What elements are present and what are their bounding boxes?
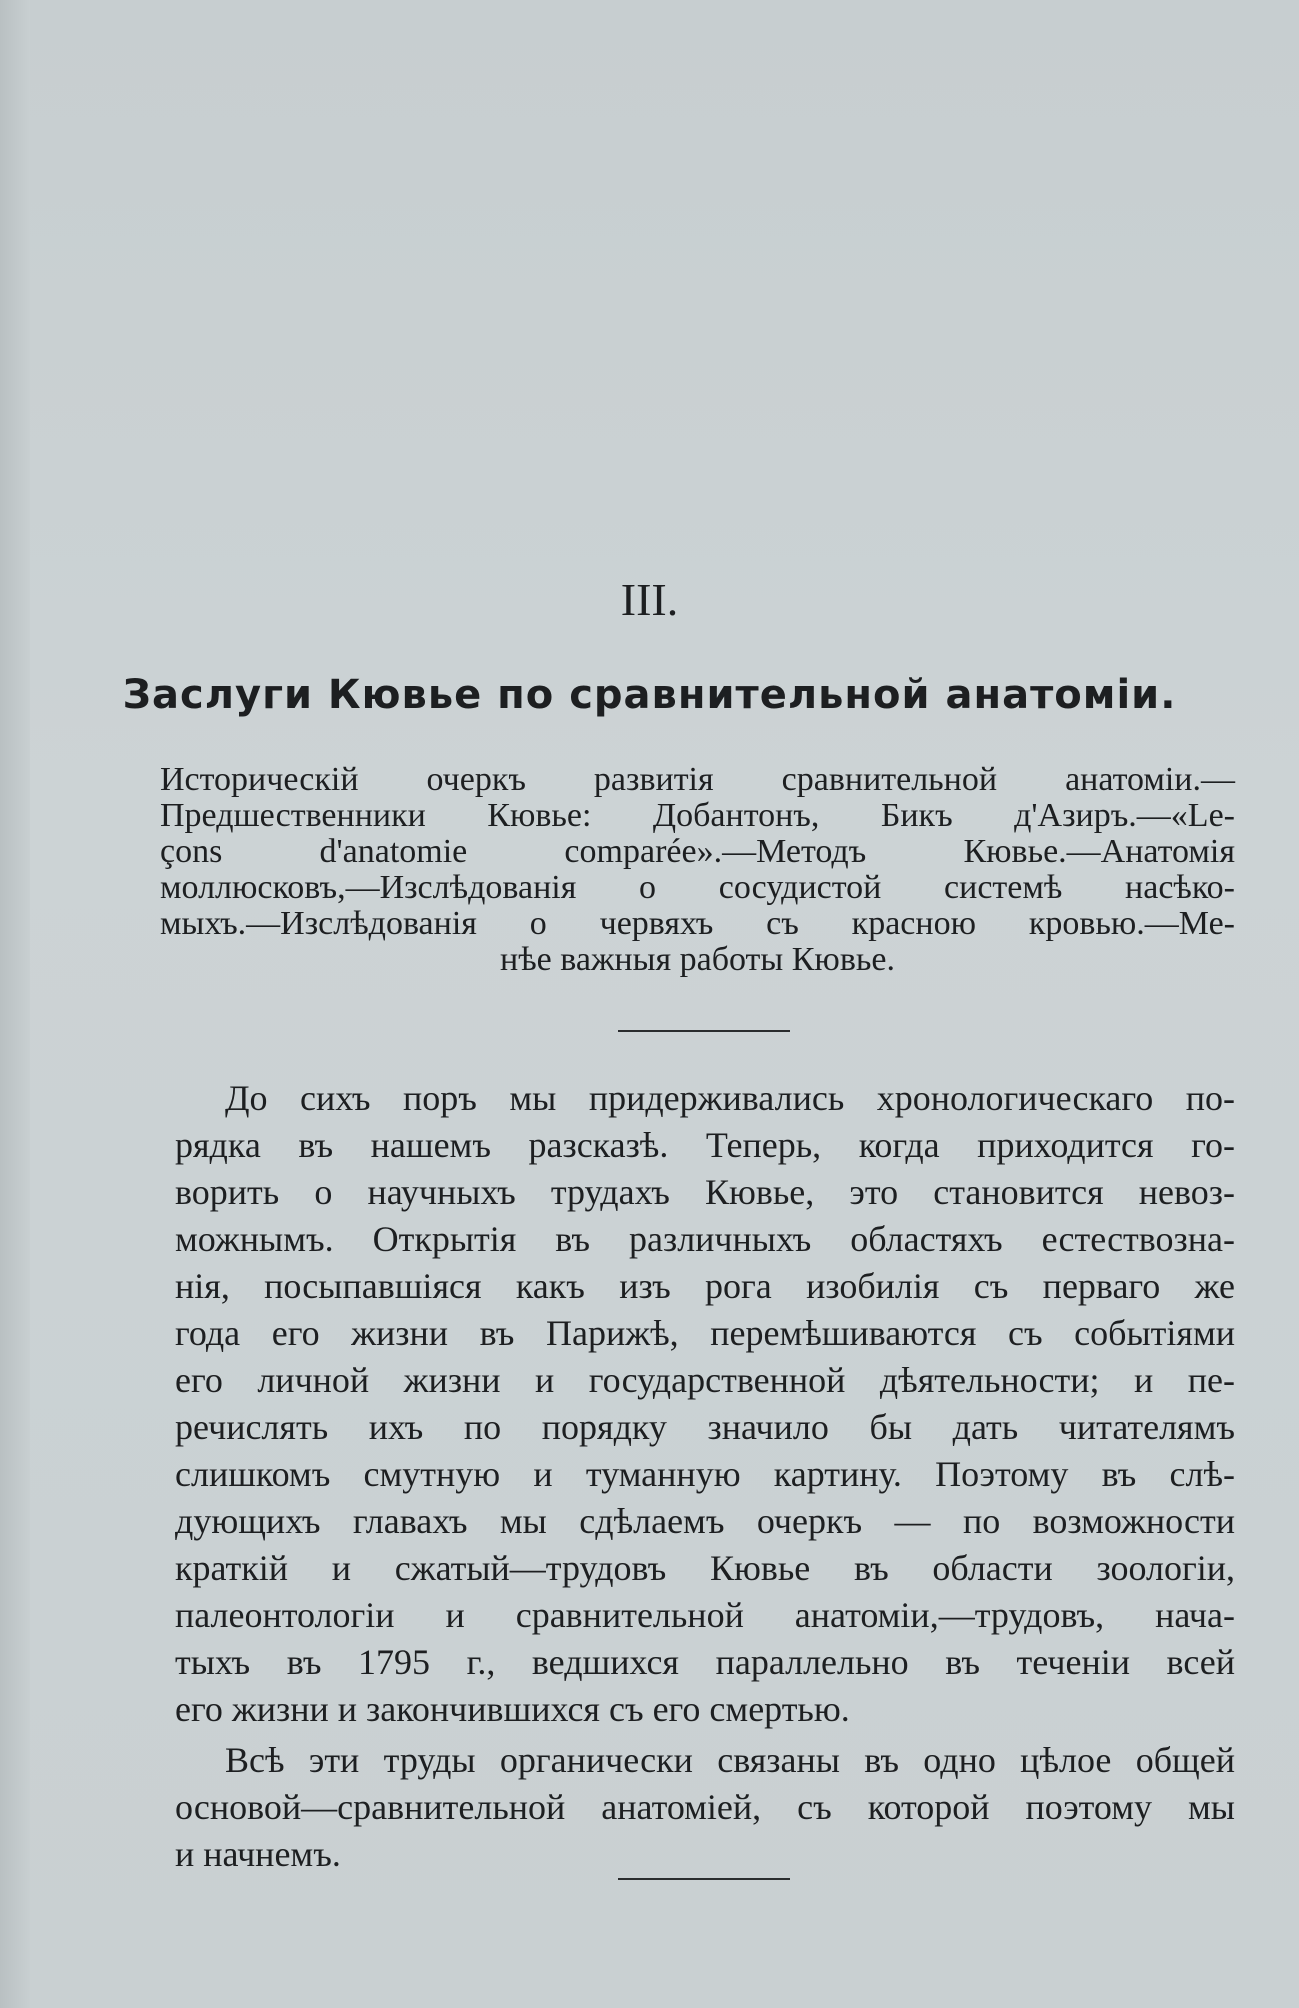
text-line: нія, посыпавшіяся какъ изъ рога изобилія съ перваго же <box>175 1266 1235 1306</box>
chapter-abstract <box>160 762 1235 978</box>
text-line: можнымъ. Открытія въ различныхъ областяхъ естествозна- <box>175 1219 1235 1259</box>
text-line: тыхъ въ 1795 г., ведшихся параллельно въ теченіи всей <box>175 1642 1235 1682</box>
text-line: его личной жизни и государственной дѣятельности; и пе- <box>175 1360 1235 1400</box>
text-line: ворить о научныхъ трудахъ Кювье, это становится невоз- <box>175 1172 1235 1212</box>
text-line: рядка въ нашемъ разсказѣ. Теперь, когда приходится го- <box>175 1125 1235 1165</box>
paragraph <box>175 1075 1235 1733</box>
text-line: Всѣ эти труды органически связаны въ одно цѣлое общей <box>225 1740 1235 1780</box>
abstract-line: нѣе важныя работы Кювье. <box>500 941 895 978</box>
text-line: До сихъ поръ мы придерживались хронологическаго по- <box>225 1078 1235 1118</box>
section-divider <box>618 1030 790 1032</box>
abstract-line: мыхъ.—Изслѣдованія о червяхъ съ красною кровью.—Ме- <box>160 905 1235 942</box>
text-line: года его жизни въ Парижѣ, перемѣшиваются съ событіями <box>175 1313 1235 1353</box>
text-line: основой—сравнительной анатоміей, съ которой поэтому мы <box>175 1787 1235 1827</box>
page-binding-edge <box>0 0 30 2008</box>
body-text <box>175 1075 1235 1878</box>
text-line: и начнемъ. <box>175 1834 341 1874</box>
text-line: дующихъ главахъ мы сдѣлаемъ очеркъ — по возможности <box>175 1501 1235 1541</box>
abstract-line: çons d'anatomie comparée».—Методъ Кювье.—Анатомія <box>160 833 1235 870</box>
text-line: краткій и сжатый—трудовъ Кювье въ области зоологіи, <box>175 1548 1235 1588</box>
abstract-line: Предшественники Кювье: Добантонъ, Бикъ д'Азиръ.—«Le- <box>160 797 1235 834</box>
abstract-line: Историческій очеркъ развитія сравнительной анатоміи.— <box>160 761 1235 798</box>
section-divider <box>618 1878 790 1880</box>
text-line: его жизни и закончившихся съ его смертью. <box>175 1689 850 1729</box>
text-line: речислять ихъ по порядку значило бы дать читателямъ <box>175 1407 1235 1447</box>
text-line: слишкомъ смутную и туманную картину. Поэтому въ слѣ- <box>175 1454 1235 1494</box>
paragraph <box>175 1737 1235 1878</box>
chapter-title: Заслуги Кювье по сравнительной анатоміи. <box>122 672 1177 718</box>
chapter-number: III. <box>620 574 679 625</box>
text-line: палеонтологіи и сравнительной анатоміи,—трудовъ, нача- <box>175 1595 1235 1635</box>
abstract-line: моллюсковъ,—Изслѣдованія о сосудистой системѣ насѣко- <box>160 869 1235 906</box>
